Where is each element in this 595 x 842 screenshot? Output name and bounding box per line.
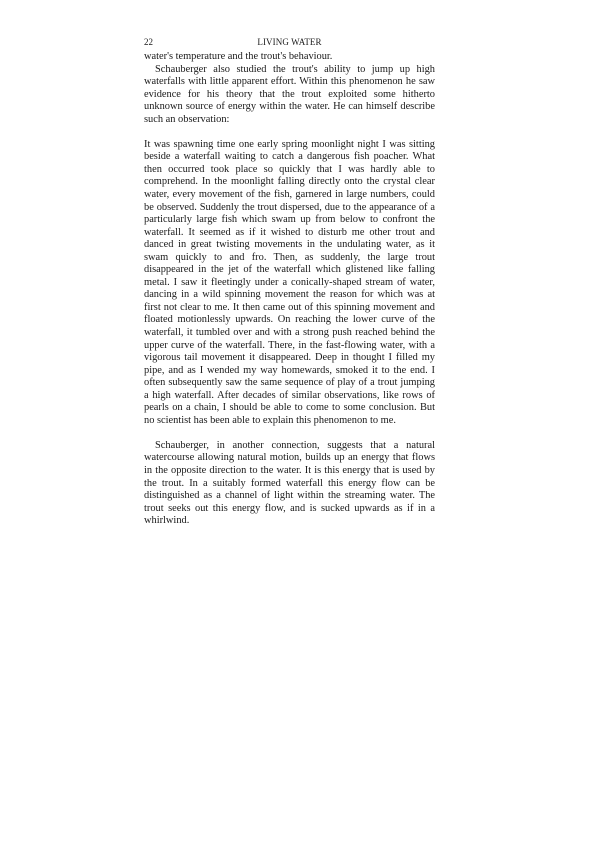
paragraph-conclusion: Schauberger, in another connection, suggests that a natural watercourse allowing natural motion, builds up an energy that flows in the opposite direction to the water. It is this energy that is used by the trout. In a suitably formed waterfall this energy flow can be distinguished as a channel of light within the streaming water. The trout seeks out this energy flow, and is sucked upwards as if in a whirlwind. <box>144 439 435 527</box>
paragraph-intro: Schauberger also studied the trout's ability to jump up high waterfalls with little apparent effort. Within this phenomenon he saw evidence for his theory that the trout exploited some hitherto unknown source of energy within the water. He can himself describe such an observation: <box>144 63 435 125</box>
running-title: LIVING WATER <box>257 37 322 47</box>
book-page <box>144 36 435 528</box>
page-number: 22 <box>144 37 153 47</box>
page-header <box>144 36 435 49</box>
body-text <box>144 51 435 528</box>
quoted-observation: It was spawning time one early spring moonlight night I was sitting beside a waterfall waiting to catch a dangerous fish poacher. What then occurred took place so quickly that I was hardly able to comprehend. In the moonlight falling directly onto the crystal clear water, every movement of the fish, garnered in large numbers, could be observed. Suddenly the trout dispersed, due to the appearance of a particularly large fish which swam up from below to confront the waterfall. It seemed as if it wished to disturb me other trout and danced in great twisting movements in the undulating water, as it swam quickly to and fro. Then, as suddenly, the large trout disappeared in the jet of the waterfall which glistened like falling metal. I saw it fleetingly under a conically-shaped stream of water, dancing in a wild spinning movement the reason for which was at first not clear to me. It then came out of this spinning movement and floated motionlessly upwards. On reaching the lower curve of the waterfall, it tumbled over and with a strong push reached behind the upper curve of the waterfall. There, in the fast-flowing water, with a vigorous tail movement it disappeared. Deep in thought I filled my pipe, and as I wended my way homewards, smoked it to the end. I often subsequently saw the same sequence of play of a trout jumping a high waterfall. After decades of similar observations, like rows of pearls on a chain, I should be able to come to some conclusion. But no scientist has been able to explain this phenomenon to me. <box>144 138 435 426</box>
paragraph-continued: water's temperature and the trout's behaviour. <box>144 51 333 62</box>
